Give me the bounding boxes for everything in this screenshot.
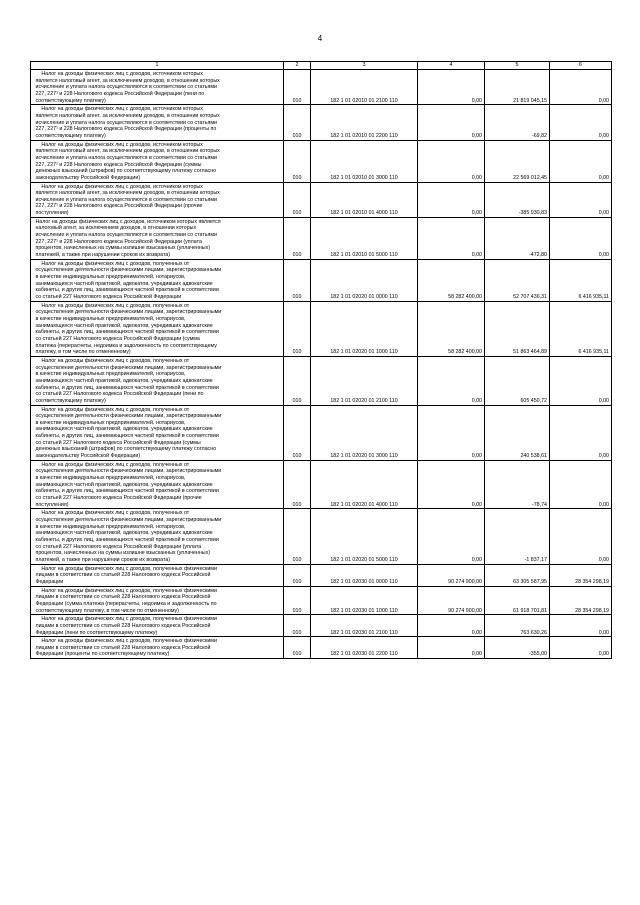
row-plan-amount: 0,00 [418,460,485,509]
row-executed-amount: -355,00 [485,637,550,659]
row-name: Налог на доходы физических лиц с доходов, полученных от осуществления деятельности физическими лицами, зарегистрированными в качестве индивидуальных предпринимателей, нотариусов, занимающихся частной практикой, адвокатов, учредивших адвокатские кабинеты, и других лиц, занимающихся частной практикой в соответствии со статьей 227 Налогового кодекса Российской Федерации (суммы денежных взысканий (штрафов) по соответствующему платежу согласно законодательству Российской Федерации) [31,405,284,460]
row-executed-amount: 605 450,72 [485,356,550,405]
row-plan-amount: 0,00 [418,356,485,405]
row-plan-amount: 0,00 [418,217,485,259]
row-income-code: 182 1 01 02010 01 3000 110 [311,140,418,182]
row-income-code: 182 1 01 02010 01 4000 110 [311,182,418,217]
table-row [31,405,612,460]
table-row [31,182,612,217]
row-line-code: 010 [284,105,311,140]
row-line-code: 010 [284,564,311,586]
table-row [31,356,612,405]
row-executed-amount: -472,80 [485,217,550,259]
table-row [31,259,612,301]
row-name: Налог на доходы физических лиц с доходов, полученных физическими лицами в соответствии со статьей 228 Налогового кодекса Российской Федерации (проценты по соответствующему платежу) [31,637,284,659]
row-remaining-amount: 28 354 298,19 [550,564,612,586]
row-income-code: 182 1 01 02020 01 1000 110 [311,301,418,356]
row-income-code: 182 1 01 02010 01 5000 110 [311,217,418,259]
row-plan-amount: 0,00 [418,615,485,637]
row-name: Налог на доходы физических лиц с доходов, полученных от осуществления деятельности физическими лицами, зарегистрированными в качестве индивидуальных предпринимателей, нотариусов, занимающихся частной практикой, адвокатов, учредивших адвокатские кабинеты, и других лиц, занимающихся частной практикой в соответствии со статьей 227 Налогового кодекса Российской Федерации [31,259,284,301]
row-plan-amount: 0,00 [418,105,485,140]
row-plan-amount: 90 274 900,00 [418,564,485,586]
row-income-code: 182 1 01 02020 01 3000 110 [311,405,418,460]
row-line-code: 010 [284,140,311,182]
row-remaining-amount: 0,00 [550,509,612,564]
row-name: Налог на доходы физических лиц с доходов, источником которых является налоговый агент, за исключением доходов, в отношении которых исчисление и уплата налога осуществляются в соответствии со статьями 227, 227¹ и 228 Налогового кодекса Российской Федерации (уплата процентов, начисленных на суммы излишне взысканных (уплаченных) платежей, а также при нарушении сроков их возврата) [31,217,284,259]
table-row [31,564,612,586]
row-plan-amount: 58 282 400,00 [418,259,485,301]
row-line-code: 010 [284,405,311,460]
row-line-code: 010 [284,615,311,637]
row-line-code: 010 [284,217,311,259]
row-remaining-amount: 0,00 [550,405,612,460]
row-executed-amount: 51 863 464,89 [485,301,550,356]
row-plan-amount: 0,00 [418,182,485,217]
row-income-code: 182 1 01 02010 01 2200 110 [311,105,418,140]
page-number: 4 [317,34,323,43]
row-name: Налог на доходы физических лиц с доходов, источником которых является налоговый агент, за исключением доходов, в отношении которых исчисление и уплата налога осуществляются в соответствии со статьями 227, 227¹ и 228 Налогового кодекса Российской Федерации (проценты по соответствующему платежу) [31,105,284,140]
row-name: Налог на доходы физических лиц с доходов, источником которых является налоговый агент, за исключением доходов, в отношении которых исчисление и уплата налога осуществляются в соответствии со статьями 227, 227¹ и 228 Налогового кодекса Российской Федерации (суммы денежных взысканий (штрафов) по соответствующему платежу согласно законодательству Российской Федерации) [31,140,284,182]
row-name: Налог на доходы физических лиц с доходов, источником которых является налоговый агент, за исключением доходов, в отношении которых исчисление и уплата налога осуществляются в соответствии со статьями 227, 227¹ и 228 Налогового кодекса Российской Федерации (прочие поступления) [31,182,284,217]
report-table [30,61,612,659]
table-row [31,615,612,637]
row-executed-amount: 21 819 045,15 [485,70,550,105]
row-remaining-amount: 0,00 [550,460,612,509]
column-number-2: 2 [284,62,311,70]
row-remaining-amount: 0,00 [550,182,612,217]
row-executed-amount: 63 305 587,95 [485,564,550,586]
row-remaining-amount: 6 416 935,11 [550,259,612,301]
row-line-code: 010 [284,70,311,105]
row-income-code: 182 1 01 02030 01 2100 110 [311,615,418,637]
row-name: Налог на доходы физических лиц с доходов, полученных физическими лицами в соответствии со статьей 228 Налогового кодекса Российской Федерации [31,564,284,586]
row-income-code: 182 1 01 02020 01 4000 110 [311,460,418,509]
row-executed-amount: 22 569 012,45 [485,140,550,182]
row-income-code: 182 1 01 02020 01 0000 110 [311,259,418,301]
table-row [31,105,612,140]
row-remaining-amount: 0,00 [550,217,612,259]
table-row [31,70,612,105]
column-number-row [31,62,612,70]
column-number-6: 6 [550,62,612,70]
row-line-code: 010 [284,509,311,564]
row-line-code: 010 [284,460,311,509]
row-line-code: 010 [284,301,311,356]
row-income-code: 182 1 01 02010 01 2100 110 [311,70,418,105]
column-number-4: 4 [418,62,485,70]
column-number-5: 5 [485,62,550,70]
table-row [31,217,612,259]
row-executed-amount: -69,82 [485,105,550,140]
row-remaining-amount: 0,00 [550,105,612,140]
row-name: Налог на доходы физических лиц с доходов, источником которых является налоговый агент, за исключением доходов, в отношении которых исчисление и уплата налога осуществляются в соответствии со статьями 227, 227¹ и 228 Налогового кодекса Российской Федерации (пени по соответствующему платежу) [31,70,284,105]
row-income-code: 182 1 01 02030 01 0000 110 [311,564,418,586]
row-name: Налог на доходы физических лиц с доходов, полученных от осуществления деятельности физическими лицами, зарегистрированными в качестве индивидуальных предпринимателей, нотариусов, занимающихся частной практикой, адвокатов, учредивших адвокатские кабинеты, и других лиц, занимающихся частной практикой в соответствии со статьей 227 Налогового кодекса Российской Федерации (прочие поступления) [31,460,284,509]
row-plan-amount: 58 282 400,00 [418,301,485,356]
table-row [31,509,612,564]
row-plan-amount: 90 274 900,00 [418,586,485,615]
row-name: Налог на доходы физических лиц с доходов, полученных физическими лицами в соответствии со статьей 228 Налогового кодекса Российской Федерации (пени по соответствующему платежу) [31,615,284,637]
column-number-1: 1 [31,62,284,70]
row-plan-amount: 0,00 [418,140,485,182]
row-remaining-amount: 28 354 298,19 [550,586,612,615]
row-remaining-amount: 0,00 [550,615,612,637]
row-remaining-amount: 6 416 935,11 [550,301,612,356]
row-plan-amount: 0,00 [418,637,485,659]
table-row [31,586,612,615]
table-row [31,637,612,659]
row-remaining-amount: 0,00 [550,637,612,659]
row-remaining-amount: 0,00 [550,70,612,105]
row-name: Налог на доходы физических лиц с доходов, полученных физическими лицами в соответствии со статьей 228 Налогового кодекса Российской Федерации (сумма платежа (перерасчеты, недоимка и задолженность по соответствующему платежу, в том числе по отмененному) [31,586,284,615]
row-income-code: 182 1 01 02020 01 2100 110 [311,356,418,405]
row-executed-amount: 61 918 701,81 [485,586,550,615]
row-executed-amount: 240 538,61 [485,405,550,460]
row-line-code: 010 [284,637,311,659]
row-plan-amount: 0,00 [418,405,485,460]
table-row [31,460,612,509]
row-executed-amount: 763 630,26 [485,615,550,637]
row-income-code: 182 1 01 02030 01 1000 110 [311,586,418,615]
row-name: Налог на доходы физических лиц с доходов, полученных от осуществления деятельности физическими лицами, зарегистрированными в качестве индивидуальных предпринимателей, нотариусов, занимающихся частной практикой, адвокатов, учредивших адвокатские кабинеты, и других лиц, занимающихся частной практикой в соответствии со статьей 227 Налогового кодекса Российской Федерации (пени по соответствующему платежу) [31,356,284,405]
row-line-code: 010 [284,182,311,217]
row-line-code: 010 [284,356,311,405]
row-executed-amount: 52 707 436,31 [485,259,550,301]
row-name: Налог на доходы физических лиц с доходов, полученных от осуществления деятельности физическими лицами, зарегистрированными в качестве индивидуальных предпринимателей, нотариусов, занимающихся частной практикой, адвокатов, учредивших адвокатские кабинеты, и других лиц, занимающихся частной практикой в соответствии со статьей 227 Налогового кодекса Российской Федерации (уплата процентов, начисленных на суммы излишне взысканных (уплаченных) платежей, а также при нарушении сроков их возврата) [31,509,284,564]
column-number-3: 3 [311,62,418,70]
table-row [31,140,612,182]
row-line-code: 010 [284,259,311,301]
row-executed-amount: -1 837,17 [485,509,550,564]
table-row [31,301,612,356]
row-plan-amount: 0,00 [418,509,485,564]
row-income-code: 182 1 01 02020 01 5000 110 [311,509,418,564]
row-income-code: 182 1 01 02030 01 2200 110 [311,637,418,659]
row-line-code: 010 [284,586,311,615]
row-executed-amount: -78,74 [485,460,550,509]
row-name: Налог на доходы физических лиц с доходов, полученных от осуществления деятельности физическими лицами, зарегистрированными в качестве индивидуальных предпринимателей, нотариусов, занимающихся частной практикой, адвокатов, учредивших адвокатские кабинеты, и других лиц, занимающихся частной практикой в соответствии со статьей 227 Налогового кодекса Российской Федерации (сумма платежа (перерасчеты, недоимка и задолженность по соответствующему платежу, в том числе по отмененному) [31,301,284,356]
row-remaining-amount: 0,00 [550,356,612,405]
row-plan-amount: 0,00 [418,70,485,105]
row-remaining-amount: 0,00 [550,140,612,182]
row-executed-amount: -385 930,83 [485,182,550,217]
